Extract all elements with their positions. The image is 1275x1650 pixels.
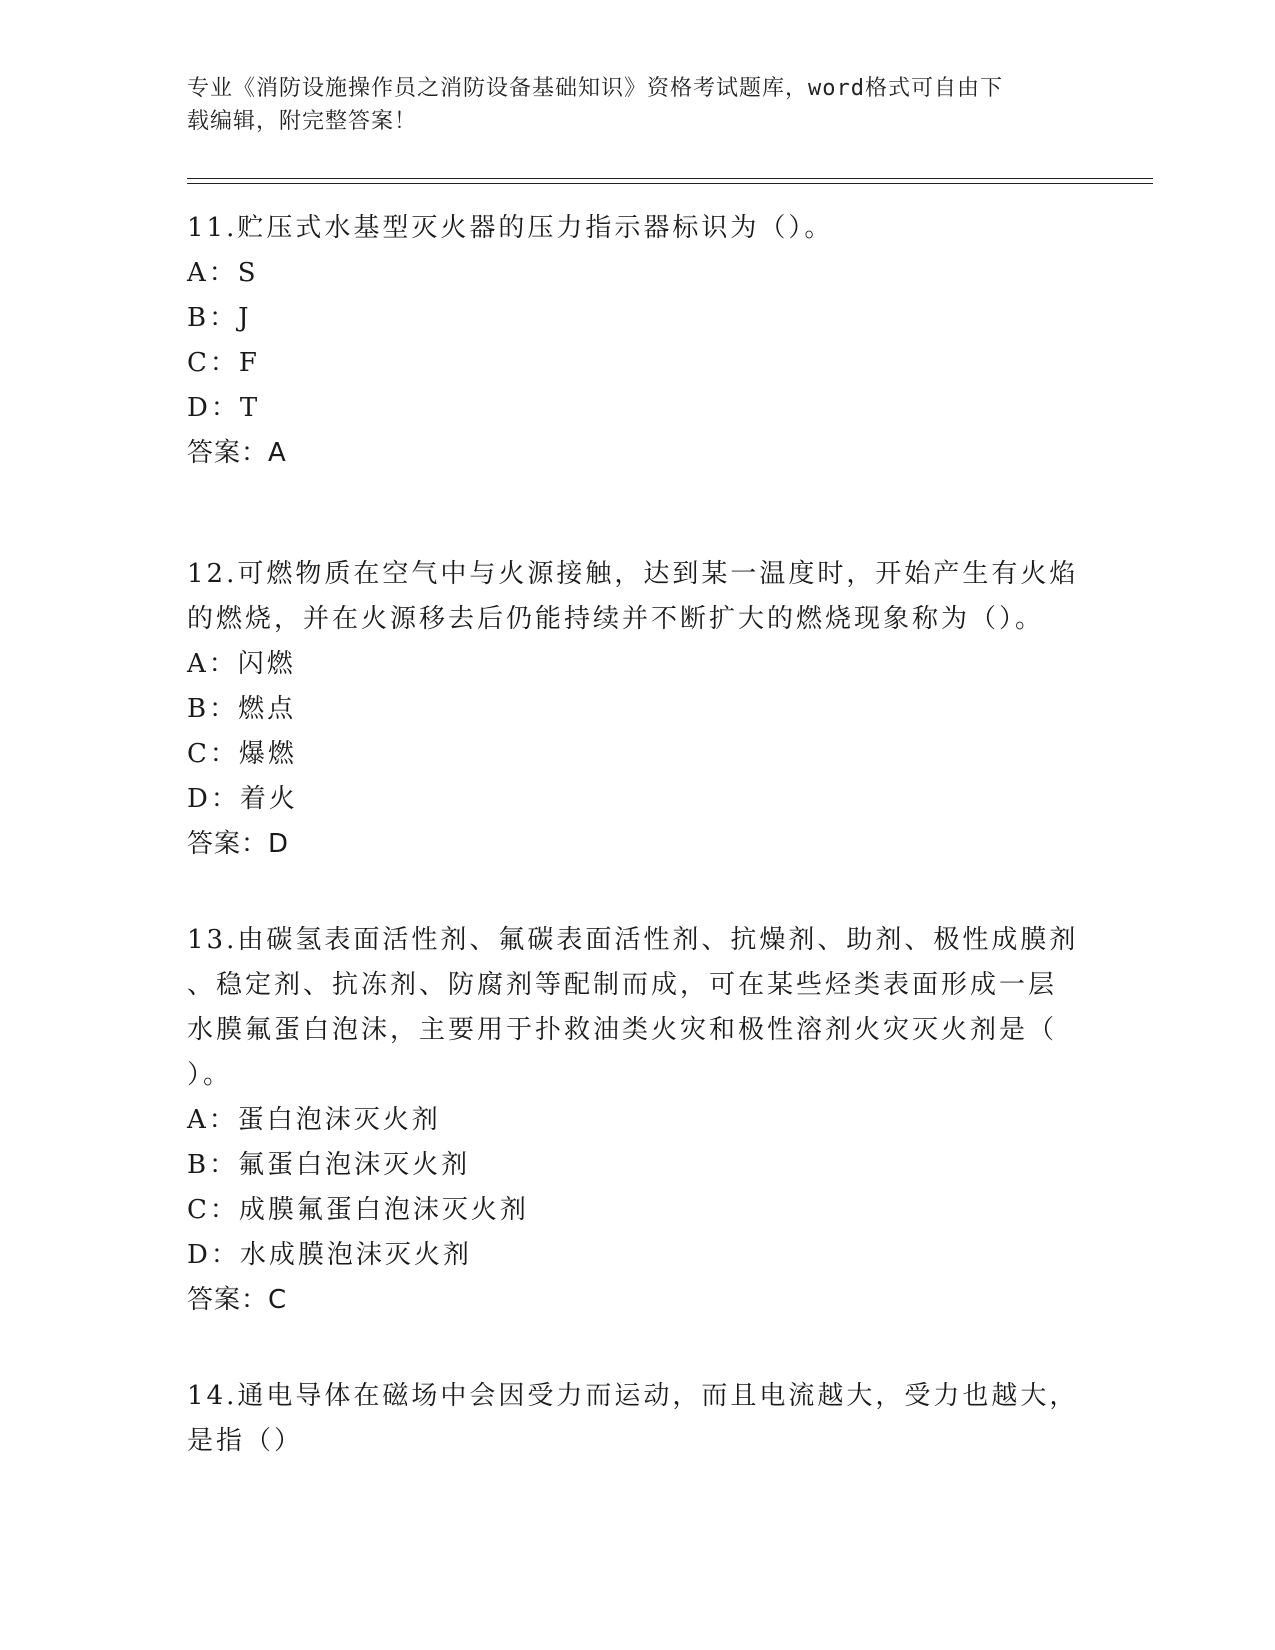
option-c bbox=[187, 732, 1087, 777]
option-text: T bbox=[239, 393, 261, 423]
option-letter: C： bbox=[187, 348, 239, 378]
option-text: 燃点 bbox=[238, 694, 297, 724]
option-text: 闪燃 bbox=[237, 649, 296, 679]
option-letter: D： bbox=[187, 393, 240, 423]
option-text: F bbox=[238, 348, 260, 378]
option-text: 成膜氟蛋白泡沫灭火剂 bbox=[238, 1195, 529, 1225]
option-letter: C： bbox=[187, 1195, 239, 1225]
option-c bbox=[187, 341, 1087, 386]
question-13 bbox=[187, 918, 1087, 1323]
option-letter: B： bbox=[187, 1150, 239, 1180]
question-stem: 13.由碳氢表面活性剂、氟碳表面活性剂、抗燥剂、助剂、极性成膜剂 bbox=[187, 925, 1079, 955]
option-a bbox=[187, 642, 1087, 687]
option-letter: A： bbox=[187, 649, 238, 679]
question-stem: 、稳定剂、抗冻剂、防腐剂等配制而成，可在某些烃类表面形成一层 bbox=[187, 970, 1058, 1000]
question-stem: 12.可燃物质在空气中与火源接触，达到某一温度时，开始产生有火焰 bbox=[187, 559, 1079, 589]
option-letter: D： bbox=[187, 1240, 240, 1270]
header-divider-top bbox=[187, 178, 1153, 179]
option-d bbox=[187, 386, 1087, 431]
question-14 bbox=[187, 1374, 1087, 1464]
option-b bbox=[187, 1143, 1087, 1188]
option-letter: A： bbox=[187, 258, 238, 288]
option-text: J bbox=[238, 303, 252, 333]
answer-line: 答案：C bbox=[187, 1285, 288, 1315]
header-line-2: 载编辑，附完整答案！ bbox=[187, 109, 418, 134]
option-text: S bbox=[237, 258, 259, 288]
option-text: 爆燃 bbox=[238, 739, 297, 769]
header-divider-bottom bbox=[187, 183, 1153, 184]
document-header bbox=[187, 72, 1087, 138]
option-text: 氟蛋白泡沫灭火剂 bbox=[238, 1150, 471, 1180]
question-11 bbox=[187, 206, 1087, 476]
option-a bbox=[187, 1098, 1087, 1143]
header-line-1: 专业《消防设施操作员之消防设备基础知识》资格考试题库，word格式可自由下 bbox=[187, 76, 1003, 101]
option-b bbox=[187, 296, 1087, 341]
option-c bbox=[187, 1188, 1087, 1233]
option-d bbox=[187, 777, 1087, 822]
question-stem: 水膜氟蛋白泡沫，主要用于扑救油类火灾和极性溶剂火灾灭火剂是（ bbox=[187, 1015, 1058, 1045]
option-text: 着火 bbox=[239, 784, 298, 814]
question-stem: 的燃烧，并在火源移去后仍能持续并不断扩大的燃烧现象称为（）。 bbox=[187, 604, 1045, 634]
question-stem: ）。 bbox=[187, 1060, 233, 1090]
option-letter: B： bbox=[187, 303, 239, 333]
option-text: 蛋白泡沫灭火剂 bbox=[237, 1105, 441, 1135]
option-a bbox=[187, 251, 1087, 296]
question-stem: 14.通电导体在磁场中会因受力而运动，而且电流越大，受力也越大， bbox=[187, 1381, 1079, 1411]
answer-line: 答案：A bbox=[187, 438, 287, 468]
option-letter: A： bbox=[187, 1105, 238, 1135]
question-stem: 是指（） bbox=[187, 1426, 304, 1456]
option-b bbox=[187, 687, 1087, 732]
option-d bbox=[187, 1233, 1087, 1278]
question-stem: 11.贮压式水基型灭火器的压力指示器标识为（）。 bbox=[187, 213, 834, 243]
option-text: 水成膜泡沫灭火剂 bbox=[239, 1240, 472, 1270]
answer-line: 答案：D bbox=[187, 829, 290, 859]
option-letter: C： bbox=[187, 739, 239, 769]
option-letter: D： bbox=[187, 784, 240, 814]
option-letter: B： bbox=[187, 694, 239, 724]
question-12 bbox=[187, 552, 1087, 867]
